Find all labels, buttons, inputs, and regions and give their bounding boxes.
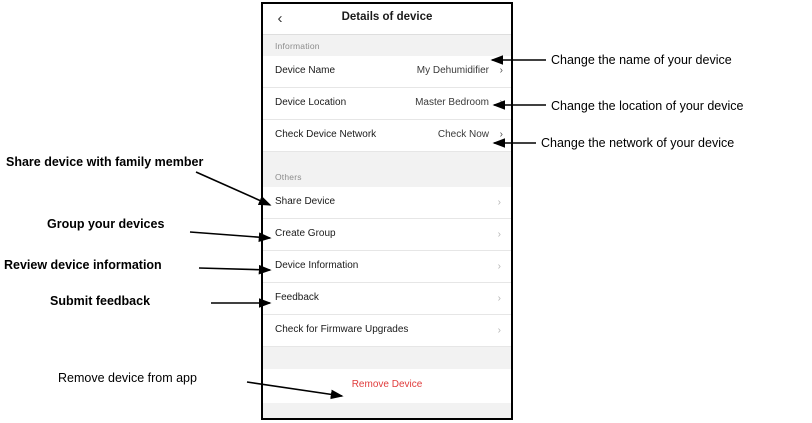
row-value: Check Now bbox=[437, 129, 489, 140]
chevron-right-icon: › bbox=[499, 129, 503, 140]
row-label: Check Device Network bbox=[275, 129, 377, 140]
row-label: Share Device bbox=[275, 196, 336, 207]
remove-device-button[interactable] bbox=[263, 369, 511, 403]
section-spacer bbox=[263, 152, 511, 166]
chevron-right-icon: › bbox=[497, 229, 501, 240]
bottom-spacer bbox=[263, 403, 511, 420]
row-device-information[interactable] bbox=[263, 251, 511, 283]
phone-screen bbox=[261, 2, 513, 420]
chevron-right-icon: › bbox=[499, 65, 503, 76]
annotation-change-name: Change the name of your device bbox=[551, 53, 732, 67]
page-title: Details of device bbox=[341, 11, 433, 23]
chevron-right-icon: › bbox=[497, 325, 501, 336]
chevron-right-icon: › bbox=[497, 261, 501, 272]
annotation-remove-device: Remove device from app bbox=[58, 371, 197, 385]
row-label: Device Name bbox=[275, 65, 336, 76]
row-check-device-network[interactable] bbox=[263, 120, 511, 152]
annotation-submit-feedback: Submit feedback bbox=[50, 294, 151, 308]
row-label: Check for Firmware Upgrades bbox=[275, 324, 409, 335]
row-value: My Dehumidifier bbox=[416, 65, 489, 76]
row-feedback[interactable] bbox=[263, 283, 511, 315]
annotation-share-device: Share device with family member bbox=[6, 155, 204, 169]
row-label: Device Information bbox=[275, 260, 359, 271]
row-label: Device Location bbox=[275, 97, 347, 108]
row-device-location[interactable] bbox=[263, 88, 511, 120]
row-check-for-firmware-upgrades[interactable] bbox=[263, 315, 511, 347]
section-spacer bbox=[263, 347, 511, 369]
row-share-device[interactable] bbox=[263, 187, 511, 219]
annotation-change-network: Change the network of your device bbox=[541, 136, 735, 150]
section-header-others: Others bbox=[263, 166, 511, 187]
annotation-change-location: Change the location of your device bbox=[551, 99, 744, 113]
back-chevron-icon[interactable]: ‹ bbox=[277, 10, 283, 27]
section-header-information: Information bbox=[263, 35, 511, 56]
row-create-group[interactable] bbox=[263, 219, 511, 251]
annotation-group-devices: Group your devices bbox=[47, 217, 165, 231]
row-label: Create Group bbox=[275, 228, 336, 239]
row-label: Feedback bbox=[275, 292, 319, 303]
chevron-right-icon: › bbox=[497, 293, 501, 304]
navigation-bar bbox=[263, 4, 511, 35]
row-device-name[interactable] bbox=[263, 56, 511, 88]
row-value: Master Bedroom bbox=[415, 97, 489, 108]
chevron-right-icon: › bbox=[497, 197, 501, 208]
chevron-right-icon: › bbox=[499, 97, 503, 108]
remove-device-label: Remove Device bbox=[351, 379, 423, 390]
annotation-review-device-info: Review device information bbox=[4, 258, 162, 272]
